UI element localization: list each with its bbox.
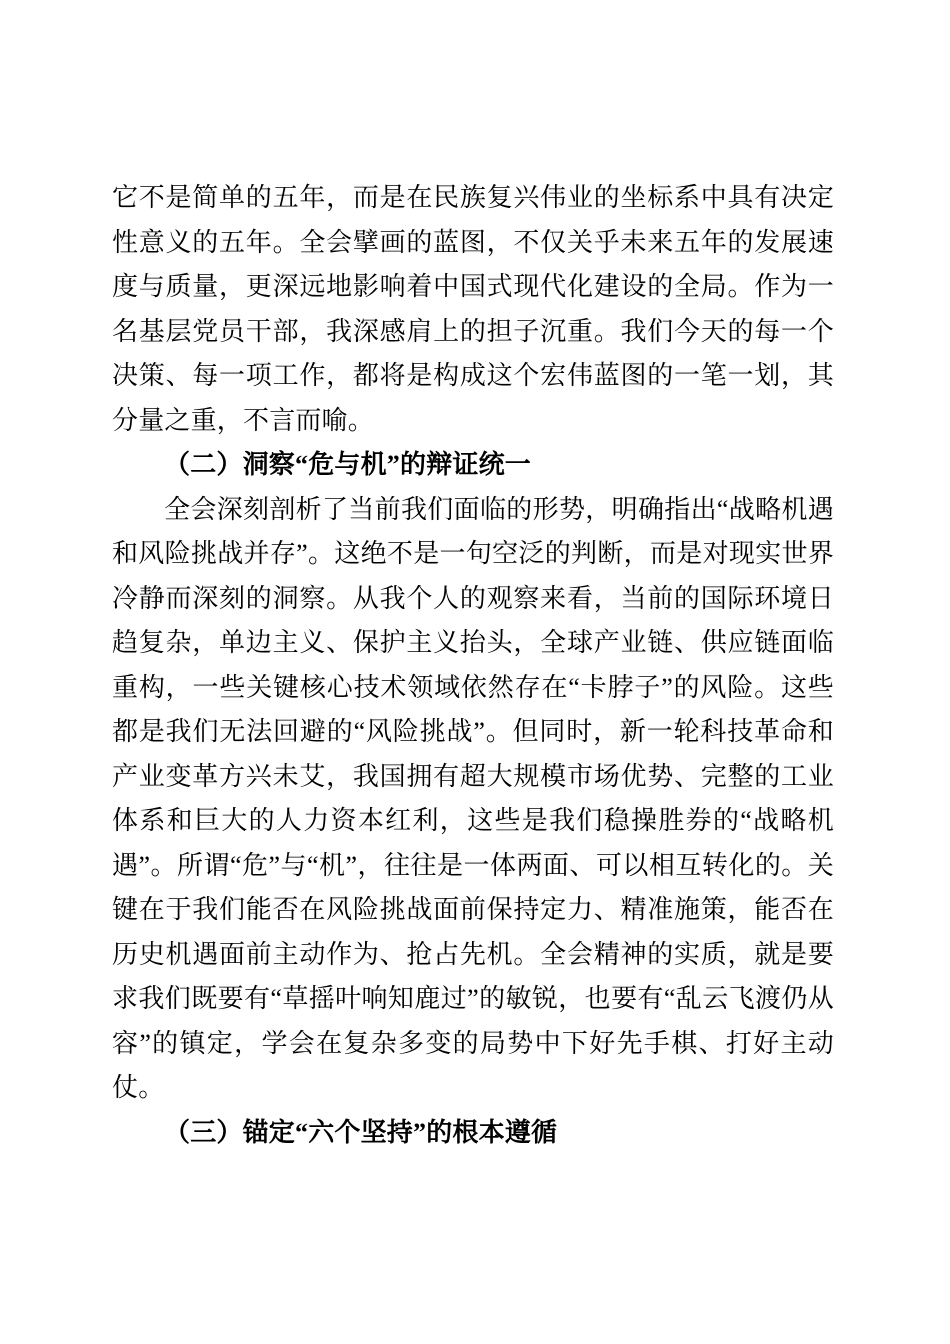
paragraph-body: 全会深刻剖析了当前我们面临的形势，明确指出“战略机遇和风险挑战并存”。这绝不是一句空泛的判断，而是对现实世界冷静而深刻的洞察。从我个人的观察来看，当前的国际环境日趋复杂，单边主义、保护主义抬头，全球产业链、供应链面临重构，一些关键核心技术领域依然存在“卡脖子”的风险。这些都是我们无法回避的“风险挑战”。但同时，新一轮科技革命和产业变革方兴未艾，我国拥有超大规模市场优势、完整的工业体系和巨大的人力资本红利，这些是我们稳操胜券的“战略机遇”。所谓“危”与“机”，往往是一体两面、可以相互转化的。关键在于我们能否在风险挑战面前保持定力、精准施策，能否在历史机遇面前主动作为、抢占先机。全会精神的实质，就是要求我们既要有“草摇叶响知鹿过”的敏锐，也要有“乱云飞渡仍从容”的镇定，学会在复杂多变的局势中下好先手棋、打好主动仗。: [112, 494, 834, 1102]
section-heading-3: （三）锚定“六个坚持”的根本遵循: [164, 1117, 558, 1147]
paragraph-continuation: 它不是简单的五年，而是在民族复兴伟业的坐标系中具有决定性意义的五年。全会擘画的蓝图，不仅关乎未来五年的发展速度与质量，更深远地影响着中国式现代化建设的全局。作为一名基层党员干部，我深感肩上的担子沉重。我们今天的每一个决策、每一项工作，都将是构成这个宏伟蓝图的一笔一划，其分量之重，不言而喻。: [112, 183, 834, 435]
document-content: [112, 176, 834, 1155]
section-heading-2: （二）洞察“危与机”的辩证统一: [164, 450, 532, 479]
